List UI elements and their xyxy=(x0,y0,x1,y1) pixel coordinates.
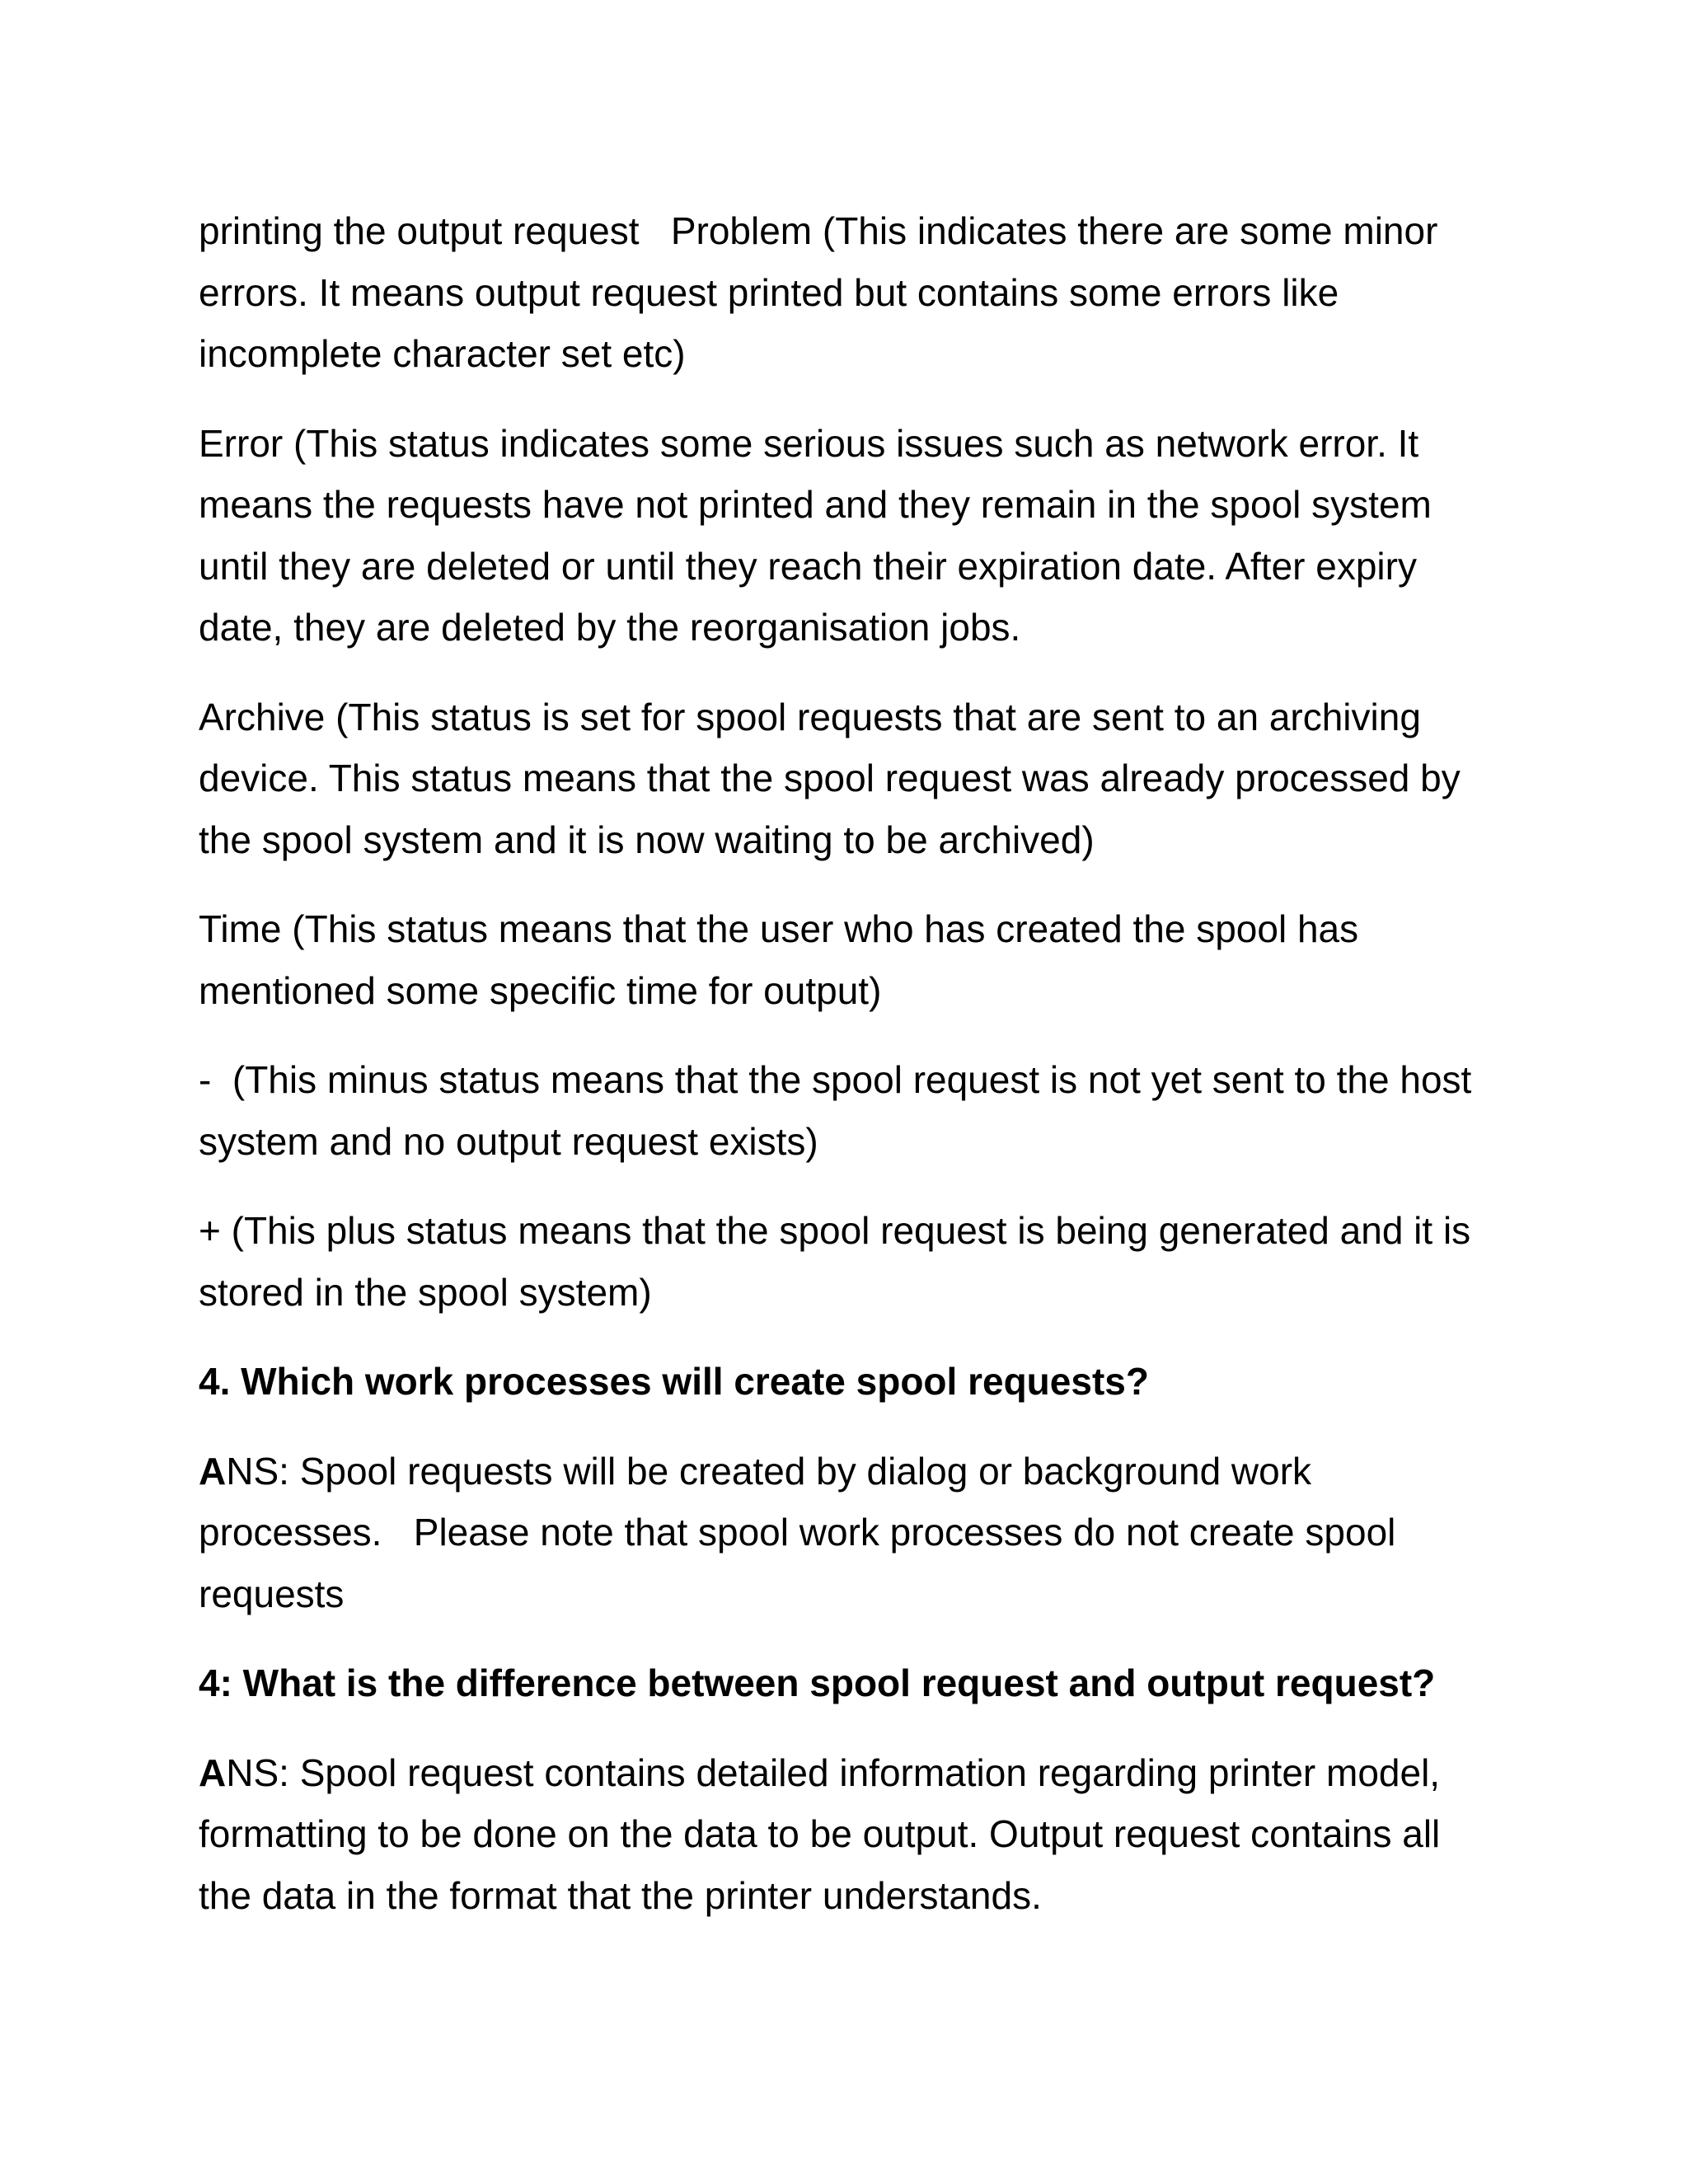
answer-spool-vs-output xyxy=(199,1742,1501,1927)
paragraph-archive-status: Archive (This status is set for spool requests that are sent to an archiving device. This status means that the spool request was already processed by the spool system and it is now waiting to be archived) xyxy=(199,695,1461,861)
paragraph-error-status: Error (This status indicates some serious issues such as network error. It means the requests have not printed and they remain in the spool system until they are deleted or until they reach their expiration date. After expiry date, they are deleted by the reorganisation jobs. xyxy=(199,421,1432,649)
answer-lead-letter: A xyxy=(199,1449,227,1493)
question-heading-work-processes: 4. Which work processes will create spool requests? xyxy=(199,1360,1149,1403)
question-heading-spool-vs-output: 4: What is the difference between spool request and output request? xyxy=(199,1661,1436,1704)
document-page xyxy=(199,200,1501,1954)
paragraph-problem-status: printing the output request Problem (This indicates there are some minor errors. It means output request printed but contains some errors like incomplete character set etc) xyxy=(199,209,1449,375)
answer-text: NS: Spool requests will be created by dialog or background work processes. Please note that spool work processes do not create spool requests xyxy=(199,1449,1407,1615)
paragraph-plus-status: + (This plus status means that the spool request is being generated and it is stored in the spool system) xyxy=(199,1209,1471,1314)
paragraph-time-status: Time (This status means that the user who has created the spool has mentioned some specific time for output) xyxy=(199,907,1359,1012)
paragraph-minus-status: - (This minus status means that the spool request is not yet sent to the host system and no output request exists) xyxy=(199,1058,1483,1163)
answer-lead-letter: A xyxy=(199,1750,227,1794)
answer-text: NS: Spool request contains detailed information regarding printer model, formatting to be done on the data to be output. Output request contains all the data in the format that the printer understands. xyxy=(199,1750,1441,1917)
answer-work-processes xyxy=(199,1441,1501,1625)
